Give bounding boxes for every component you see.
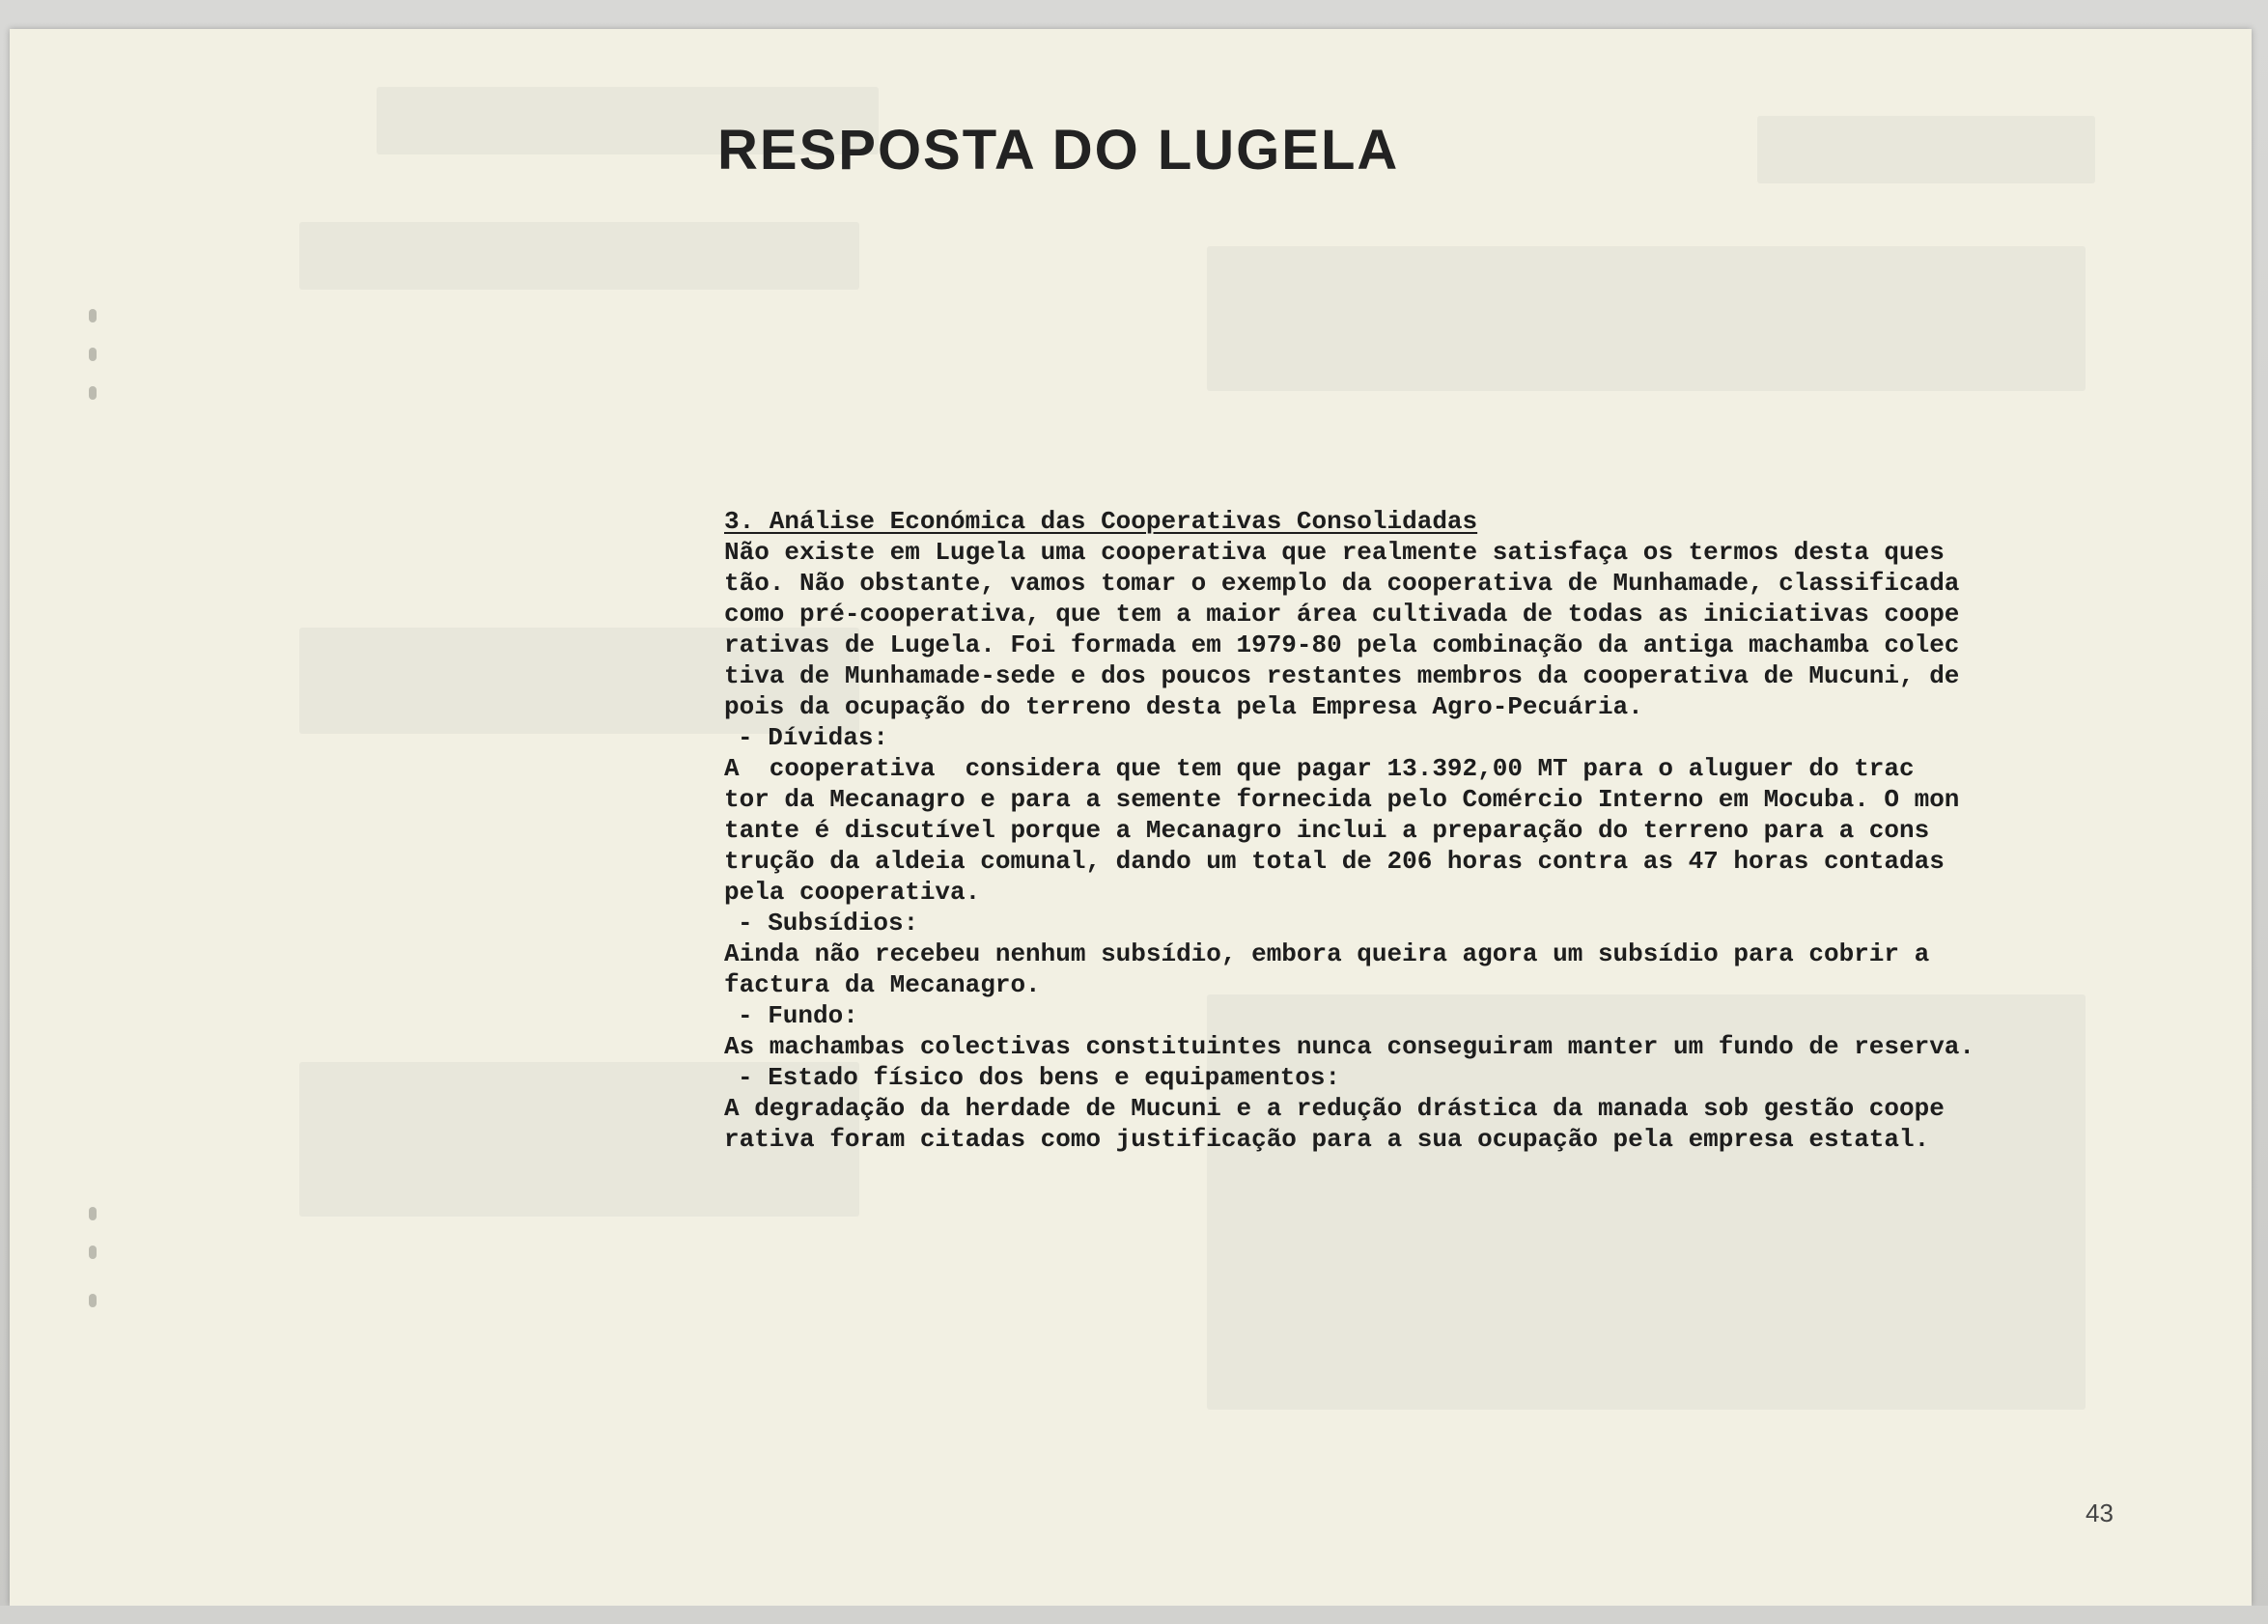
subsidios-line: factura da Mecanagro. [724, 970, 1041, 999]
scanner-bed-edge [0, 1606, 2268, 1624]
fundo-label: - Fundo: [738, 1001, 858, 1030]
dividas-line: A cooperativa considera que tem que pagar 13.392,00 MT para o aluguer do trac [724, 754, 1915, 783]
dividas-line: tante é discutível porque a Mecanagro inclui a preparação do terreno para a cons [724, 816, 1930, 845]
page-number: 43 [2086, 1498, 2114, 1527]
estado-label: - Estado físico dos bens e equipamentos: [738, 1063, 1341, 1092]
page-heading: RESPOSTA DO LUGELA [717, 119, 1400, 182]
binding-hole [89, 1294, 97, 1307]
paragraph-line: pois da ocupação do terreno desta pela Empresa Agro-Pecuária. [724, 692, 1643, 721]
dividas-line: trução da aldeia comunal, dando um total de 206 horas contra as 47 horas contadas [724, 847, 1945, 876]
fundo-line: As machambas colectivas constituintes nunca conseguiram manter um fundo de reserva. [724, 1032, 1975, 1061]
dividas-label: - Dívidas: [738, 723, 889, 752]
paragraph-line: tão. Não obstante, vamos tomar o exemplo da cooperativa de Munhamade, classificada [724, 569, 1960, 598]
bleed-through-mark [299, 222, 859, 290]
document-body [724, 506, 2066, 1155]
estado-line: rativa foram citadas como justificação para a sua ocupação pela empresa estatal. [724, 1125, 1930, 1154]
binding-hole [89, 1246, 97, 1259]
document-page [10, 29, 2252, 1606]
subsidios-label: - Subsídios: [738, 909, 919, 938]
bleed-through-mark [1757, 116, 2095, 183]
binding-hole [89, 348, 97, 361]
subsidios-line: Ainda não recebeu nenhum subsídio, embora queira agora um subsídio para cobrir a [724, 939, 1930, 968]
estado-line: A degradação da herdade de Mucuni e a redução drástica da manada sob gestão coope [724, 1094, 1945, 1123]
paragraph-line: como pré-cooperativa, que tem a maior área cultivada de todas as iniciativas coope [724, 600, 1960, 629]
binding-hole [89, 1207, 97, 1220]
bleed-through-mark [1207, 246, 2086, 391]
paragraph-line: tiva de Munhamade-sede e dos poucos restantes membros da cooperativa de Mucuni, de [724, 661, 1960, 690]
section-title: 3. Análise Económica das Cooperativas Consolidadas [724, 507, 1478, 536]
binding-hole [89, 386, 97, 400]
paragraph-line: Não existe em Lugela uma cooperativa que realmente satisfaça os termos desta ques [724, 538, 1945, 567]
binding-hole [89, 309, 97, 322]
paragraph-line: rativas de Lugela. Foi formada em 1979-80 pela combinação da antiga machamba colec [724, 630, 1960, 659]
dividas-line: tor da Mecanagro e para a semente fornecida pelo Comércio Interno em Mocuba. O mon [724, 785, 1960, 814]
dividas-line: pela cooperativa. [724, 878, 981, 907]
